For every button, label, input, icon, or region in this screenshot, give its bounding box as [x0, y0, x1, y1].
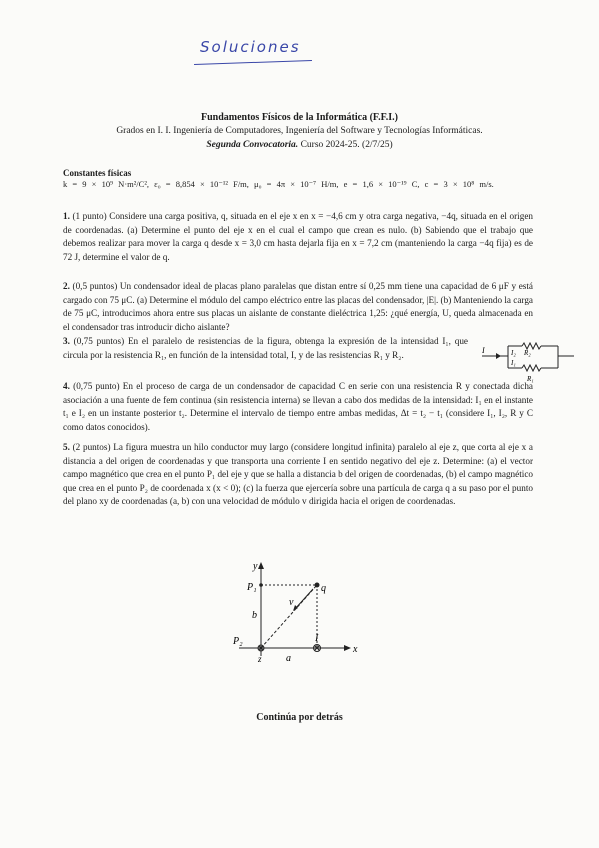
- degrees-line: Grados en I. I. Ingeniería de Computadores, Ingeniería del Software y Tecnologías Informáticas.: [116, 126, 483, 136]
- problem-text: (1 punto) Considere una carga positiva, q, situada en el eje x en x = −4,6 cm y otra carga negativa, −4q, situada en el origen de coordenadas. (a) Determine el punto del eje x en el cual el campo que crean es nulo. (b) Sabiendo que el trabajo que debemos realizar para mover la carga q desde x = 3,0 cm hasta dejarla fija en x = 7,2 cm (manteniendo la carga −4q fija) es de 72 J, determine el valor de q.: [63, 211, 533, 262]
- point-P1-label: P₁: [247, 582, 257, 593]
- wire-coordinate-figure: [225, 558, 375, 668]
- problem-text: (2 puntos) La figura muestra un hilo conductor muy largo (considere longitud infinita) paralelo al eje z, que corta al eje x a distancia a del origen de coordenadas y que transporta una corriente I en sentido negativo del eje z. Determine: (a) el vector campo magnético que crea en el punto P₁ del eje y que se halla a distancia b del origen de coordenadas, (b) el campo magnético que crea en el punto P₂ de coordenada x (x < 0); (c) la fuerza que ejercería sobre una partícula de carga q a su paso por el punto del plano xy de coordenadas (a, b) con una velocidad de módulo v dirigida hacia el origen de coordenadas.: [63, 442, 533, 506]
- label-R2: R₂: [524, 349, 531, 357]
- velocity-v-label: v: [289, 597, 294, 608]
- solutions-stamp: Soluciones: [200, 38, 301, 56]
- session-label: Segunda Convocatoria.: [206, 140, 299, 150]
- axis-z-label: z: [258, 654, 262, 664]
- problem-number: 1.: [63, 211, 70, 221]
- stamp-underline: [194, 60, 312, 65]
- constants-values: k = 9 × 10⁹ N·m²/C², ε₀ = 8,854 × 10⁻¹² F/m, μ₀ = 4π × 10⁻⁷ H/m, e = 1,6 × 10⁻¹⁹ C, c = 3 × 10⁸ m/s.: [63, 179, 494, 189]
- problem-number: 4.: [63, 381, 70, 391]
- label-R1: R₁: [527, 375, 534, 383]
- course-title: Fundamentos Físicos de la Informática (F.F.I.): [200, 112, 399, 123]
- problem-number: 3.: [63, 336, 70, 346]
- problem-1: [63, 210, 533, 264]
- session-rest: Curso 2024-25. (2/7/25): [298, 140, 393, 150]
- label-I2: I₂: [511, 349, 516, 357]
- axis-x-label: x: [353, 644, 358, 655]
- problem-4: [63, 380, 533, 434]
- label-I1: I₁: [511, 359, 516, 367]
- charge-q-label: q: [321, 583, 326, 594]
- problem-5: [63, 441, 533, 509]
- problem-number: 5.: [63, 442, 70, 452]
- distance-a-label: a: [286, 653, 291, 664]
- problem-text: (0,75 punto) En el proceso de carga de un condensador de capacidad C en serie con una resistencia R y conectada dicha asociación a una fuente de fem continua (sin resistencia interna) se llevan a cabo dos medidas de la intensidad: I₁ en el instante t₁ e I₂ en un instante posterior t₂. Determine el intervalo de tiempo entre ambas medidas, Δt = t₂ − t₁ (considere I₁, I₂, R y C como datos conocidos).: [63, 381, 533, 432]
- problem-text: (0,5 puntos) Un condensador ideal de placas plano paralelas que distan entre sí 0,25 mm tiene una capacidad de 6 μF y está cargado con 75 μC. (a) Determine el módulo del campo eléctrico entre las placas del condensador, |E|. (b) Manteniendo la carga de 75 μC, introducimos ahora entre sus placas un aislante de constante dieléctrica 1,25: ¿qué energía, U, queda almacenada en el condensador tras introducir dicho aislante?: [63, 281, 533, 332]
- distance-b-label: b: [252, 610, 257, 621]
- label-I: I: [482, 346, 485, 355]
- problem-number: 2.: [63, 281, 70, 291]
- axis-y-label: y: [253, 561, 258, 572]
- problem-3: [63, 335, 468, 362]
- constants-heading: Constantes físicas: [63, 168, 132, 178]
- point-P2-label: P₂: [233, 636, 243, 647]
- continue-note: Continúa por detrás: [256, 712, 343, 723]
- problem-text: (0,75 puntos) En el paralelo de resistencias de la figura, obtenga la expresión de la intensidad I₁, que circula por la resistencia R₁, en función de la intensidad total, I, y de las resistencias R₁ y R₂.: [63, 336, 468, 360]
- parallel-circuit-diagram: [478, 338, 578, 390]
- current-I-label: I: [315, 633, 319, 644]
- session-line: [0, 140, 599, 150]
- problem-2: [63, 280, 533, 334]
